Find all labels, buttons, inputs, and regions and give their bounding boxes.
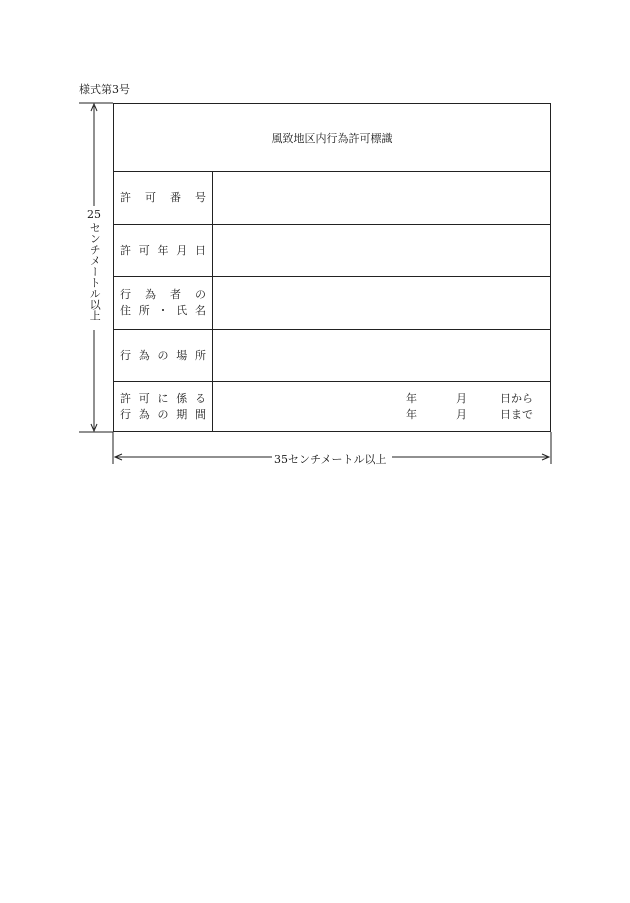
width-dimension-label: 35センチメートル以上 bbox=[274, 453, 387, 466]
label-line: 許 可 番 号 bbox=[120, 191, 206, 204]
month-label: 月 bbox=[456, 392, 467, 405]
day-to-label: 日まで bbox=[500, 408, 533, 421]
height-dimension-label bbox=[84, 209, 104, 321]
year-label: 年 bbox=[406, 392, 417, 405]
label-line: 行 為 の 期 間 bbox=[120, 408, 206, 421]
day-from-label: 日から bbox=[500, 392, 533, 405]
label-line: 許 可 に 係 る bbox=[120, 392, 206, 405]
label-line: 許 可 年 月 日 bbox=[120, 243, 206, 257]
label-line: 行 為 の 場 所 bbox=[120, 348, 206, 362]
form-number-label: 様式第3号 bbox=[79, 83, 130, 96]
month-label: 月 bbox=[456, 408, 467, 421]
year-label: 年 bbox=[406, 408, 417, 421]
sign-title: 風致地区内行為許可標識 bbox=[271, 131, 393, 145]
label-line: 行 為 者 の bbox=[120, 288, 206, 301]
height-text: センチメートル以上 bbox=[88, 221, 102, 321]
height-number: 25 bbox=[87, 208, 101, 221]
label-line: 住 所 ・ 氏 名 bbox=[120, 304, 206, 317]
